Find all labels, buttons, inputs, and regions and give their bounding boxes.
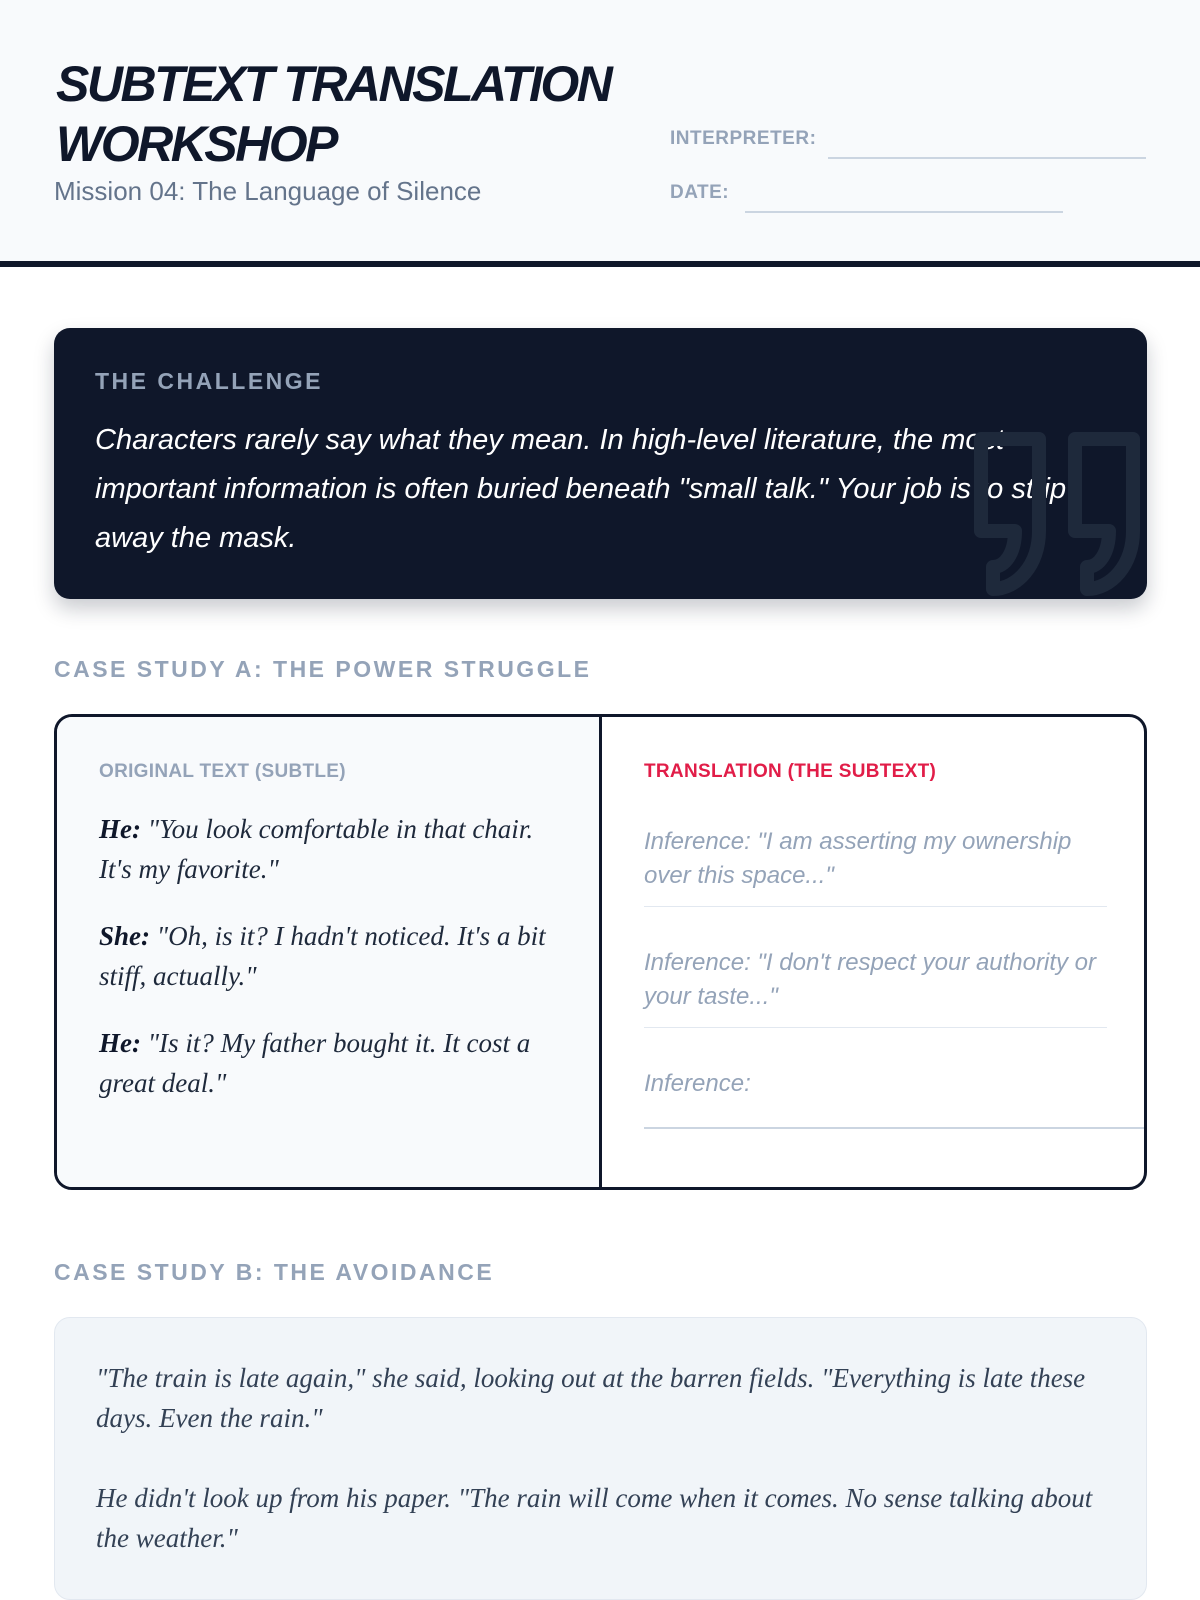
- dialogue-line: [99, 1023, 559, 1103]
- case-a-panel: [54, 714, 1147, 1190]
- excerpt-paragraph: He didn't look up from his paper. "The rain will come when it comes. No sense talking about the weather.": [96, 1483, 1093, 1553]
- interpreter-field[interactable]: [828, 157, 1146, 159]
- inference-answer[interactable]: Inference: "I am asserting my ownership over this space...": [644, 828, 1072, 889]
- inference-answer[interactable]: Inference: "I don't respect your authority or your taste...": [644, 949, 1097, 1010]
- challenge-label: THE CHALLENGE: [95, 368, 323, 394]
- answer-divider: [644, 1027, 1107, 1028]
- inference-input-line[interactable]: [644, 1127, 1147, 1129]
- challenge-box: [54, 328, 1147, 599]
- answer-divider: [644, 906, 1107, 907]
- dialogue-text: "Is it? My father bought it. It cost a great deal.": [99, 1028, 531, 1098]
- interpreter-label: INTERPRETER:: [670, 128, 817, 149]
- dialogue-line: [99, 809, 559, 889]
- translation-column: [602, 717, 1147, 1187]
- inference-prompt: Inference:: [644, 1070, 751, 1097]
- worksheet-header: [0, 0, 1200, 267]
- worksheet-title: SUBTEXT TRANSLATION WORKSHOP: [56, 56, 611, 172]
- dialogue-line: [99, 916, 559, 996]
- case-a-heading: CASE STUDY A: THE POWER STRUGGLE: [54, 656, 592, 682]
- speaker-name: He:: [99, 814, 141, 844]
- translation-label: TRANSLATION (THE SUBTEXT): [644, 761, 937, 782]
- date-field[interactable]: [745, 211, 1063, 213]
- case-b-excerpt: [54, 1317, 1147, 1600]
- excerpt-paragraph: "The train is late again," she said, looking out at the barren fields. "Everything is late these days. Even the rain.": [96, 1363, 1086, 1433]
- original-text-label: ORIGINAL TEXT (SUBTLE): [99, 761, 346, 782]
- original-text-column: [57, 717, 602, 1187]
- case-b-heading: CASE STUDY B: THE AVOIDANCE: [54, 1259, 495, 1285]
- dialogue-text: "Oh, is it? I hadn't noticed. It's a bit stiff, actually.": [99, 921, 546, 991]
- mission-subtitle: Mission 04: The Language of Silence: [54, 176, 482, 206]
- speaker-name: He:: [99, 1028, 141, 1058]
- date-label: DATE:: [670, 182, 730, 203]
- dialogue-text: "You look comfortable in that chair. It's my favorite.": [99, 814, 534, 884]
- speaker-name: She:: [99, 921, 151, 951]
- quote-icon: [967, 419, 1147, 599]
- challenge-text: Characters rarely say what they mean. In high-level literature, the most important information is often buried beneath "small talk." Your job is to strip away the mask.: [95, 424, 1067, 554]
